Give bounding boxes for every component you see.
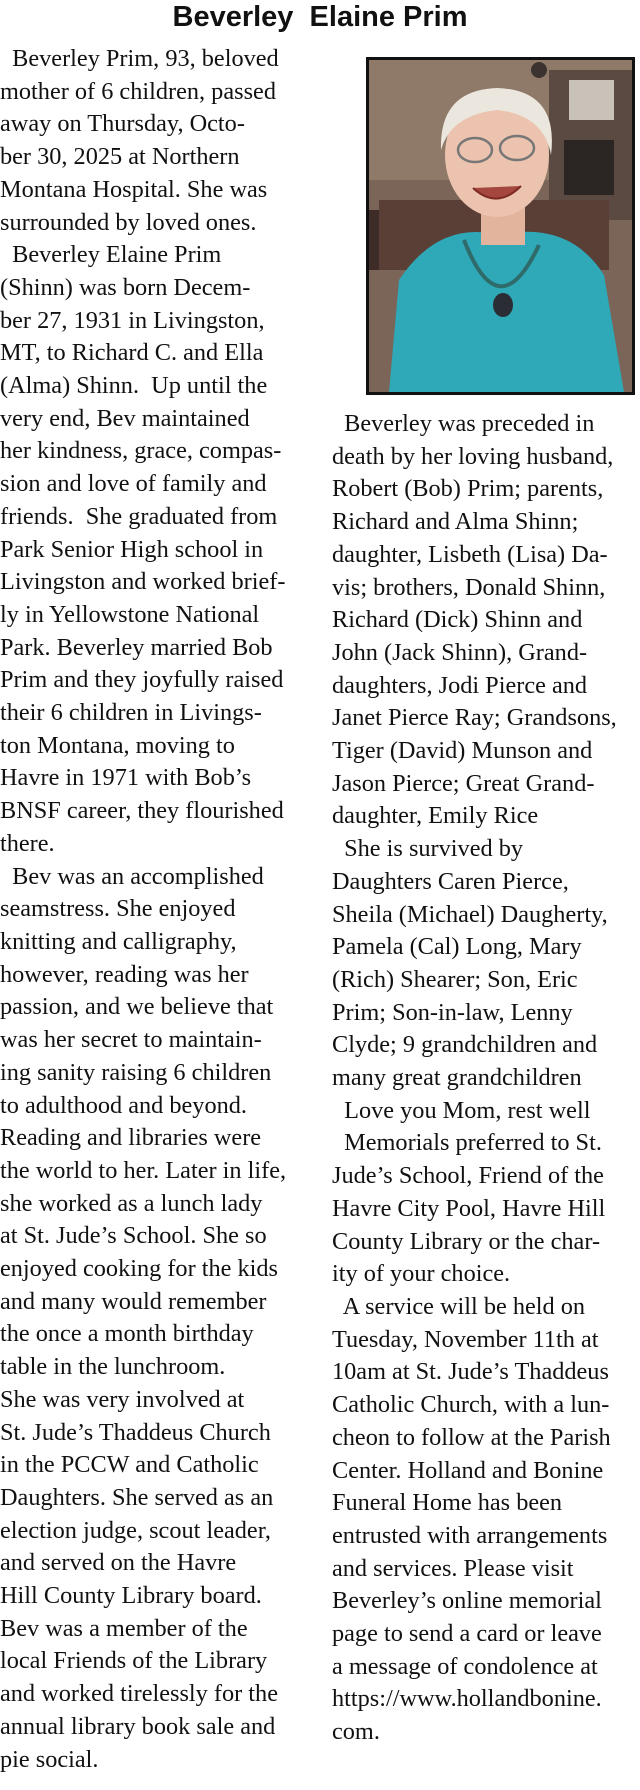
text-line: Montana Hospital. She was (0, 175, 268, 203)
text-line: com. (332, 1718, 380, 1746)
text-line: Prim; Son-in-law, Lenny (332, 998, 573, 1026)
text-line: John (Jack Shinn), Grand- (332, 638, 588, 666)
text-line: Beverley’s online memorial (332, 1587, 602, 1615)
text-line: ber 30, 2025 at Northern (0, 143, 240, 171)
paragraph (332, 1095, 640, 1128)
text-line: ton Montana, moving to (0, 731, 235, 759)
text-line: Prim and they joyfully raised (0, 666, 284, 694)
text-line: page to send a card or leave (332, 1620, 602, 1648)
text-line: Catholic Church, with a lun- (332, 1391, 610, 1419)
text-line: pie social. (0, 1745, 99, 1773)
text-line: their 6 children in Livings- (0, 699, 262, 727)
text-line: surrounded by loved ones. (0, 208, 257, 236)
text-line: Sheila (Michael) Daugherty, (332, 900, 608, 928)
text-line: daughters, Jodi Pierce and (332, 671, 588, 699)
text-line: Funeral Home has been (332, 1489, 563, 1517)
text-line: vis; brothers, Donald Shinn, (332, 573, 606, 601)
text-line: sion and love of family and (0, 470, 267, 498)
text-line: Beverley Elaine Prim (0, 241, 222, 269)
text-line: the once a month birthday (0, 1320, 254, 1348)
text-line: Beverley was preceded in (332, 410, 595, 437)
portrait-photo (366, 57, 635, 395)
text-line: in the PCCW and Catholic (0, 1451, 259, 1479)
text-line: and worked tirelessly for the (0, 1680, 278, 1708)
text-line: to adulthood and beyond. (0, 1091, 247, 1119)
text-line: Center. Holland and Bonine (332, 1456, 604, 1484)
text-line: Robert (Bob) Prim; parents, (332, 475, 604, 503)
text-line: Jason Pierce; Great Grand- (332, 769, 595, 797)
text-line: 10am at St. Jude’s Thaddeus (332, 1358, 609, 1386)
text-line: at St. Jude’s School. She so (0, 1222, 267, 1250)
text-line: St. Jude’s Thaddeus Church (0, 1418, 271, 1446)
text-line: death by her loving husband, (332, 442, 614, 470)
text-line: ity of your choice. (332, 1260, 511, 1288)
obituary-title: Beverley Elaine Prim (172, 1, 468, 33)
right-text-column (332, 408, 640, 1749)
text-line: Livingston and worked brief- (0, 568, 286, 596)
text-line: table in the lunchroom. (0, 1353, 226, 1381)
text-line: https://www.hollandbonine. (332, 1685, 602, 1713)
text-line: and services. Please visit (332, 1554, 574, 1582)
text-line: ing sanity raising 6 children (0, 1058, 272, 1086)
text-line: Reading and libraries were (0, 1124, 262, 1152)
text-line: local Friends of the Library (0, 1647, 268, 1675)
paragraph (332, 1127, 640, 1291)
text-line: Janet Pierce Ray; Grandsons, (332, 704, 617, 732)
portrait-photo-illustration (369, 60, 632, 392)
text-line: knitting and calligraphy, (0, 927, 237, 955)
text-line: annual library book sale and (0, 1712, 276, 1740)
text-line: Bev was an accomplished (0, 862, 264, 890)
text-line: a message of condolence at (332, 1652, 598, 1680)
paragraph (0, 861, 310, 1777)
text-line: passion, and we believe that (0, 993, 274, 1021)
text-line: and served on the Havre (0, 1549, 237, 1577)
text-line: Jude’s School, Friend of the (332, 1162, 604, 1190)
text-line: ber 27, 1931 in Livingston, (0, 306, 265, 334)
text-line: election judge, scout leader, (0, 1516, 271, 1544)
text-line: entrusted with arrangements (332, 1521, 608, 1549)
paragraph (332, 1291, 640, 1749)
text-line: (Rich) Shearer; Son, Eric (332, 965, 578, 993)
text-line: enjoyed cooking for the kids (0, 1255, 279, 1283)
text-line: daughter, Emily Rice (332, 802, 539, 830)
text-line: BNSF career, they flourished (0, 797, 284, 825)
text-line: away on Thursday, Octo- (0, 110, 245, 138)
text-line: Hill County Library board. (0, 1582, 262, 1610)
text-line: Memorials preferred to St. (332, 1129, 602, 1157)
paragraph (332, 408, 640, 833)
left-text-column (0, 43, 310, 1776)
paragraph (0, 239, 310, 860)
text-line: County Library or the char- (332, 1227, 601, 1255)
text-line: (Shinn) was born Decem- (0, 273, 251, 301)
text-line: the world to her. Later in life, (0, 1156, 287, 1184)
text-line: Clyde; 9 grandchildren and (332, 1031, 598, 1059)
paragraph (0, 43, 310, 239)
text-line: mother of 6 children, passed (0, 77, 276, 105)
text-line: daughter, Lisbeth (Lisa) Da- (332, 540, 608, 568)
text-line: very end, Bev maintained (0, 404, 250, 432)
text-line: there. (0, 829, 55, 857)
text-line: Richard (Dick) Shinn and (332, 606, 583, 634)
text-line: seamstress. She enjoyed (0, 895, 236, 923)
text-line: her kindness, grace, compas- (0, 437, 282, 465)
text-line: friends. She graduated from (0, 502, 278, 530)
text-line: She was very involved at (0, 1385, 245, 1413)
text-line: She is survived by (332, 835, 523, 863)
text-line: Park Senior High school in (0, 535, 264, 563)
text-line: she worked as a lunch lady (0, 1189, 263, 1217)
text-line: Park. Beverley married Bob (0, 633, 273, 661)
text-line: Richard and Alma Shinn; (332, 508, 579, 536)
text-line: Daughters Caren Pierce, (332, 867, 569, 895)
text-line: Tuesday, November 11th at (332, 1325, 599, 1353)
text-line: and many would remember (0, 1287, 267, 1315)
text-line: was her secret to maintain- (0, 1026, 262, 1054)
text-line: Beverley Prim, 93, beloved (0, 45, 279, 72)
text-line: many great grandchildren (332, 1064, 582, 1092)
text-line: Daughters. She served as an (0, 1483, 274, 1511)
text-line: Tiger (David) Munson and (332, 737, 593, 765)
text-line: Pamela (Cal) Long, Mary (332, 933, 582, 961)
text-line: Havre in 1971 with Bob’s (0, 764, 252, 792)
text-line: ly in Yellowstone National (0, 600, 260, 628)
paragraph (332, 833, 640, 1095)
text-line: however, reading was her (0, 960, 249, 988)
text-line: cheon to follow at the Parish (332, 1423, 611, 1451)
text-line: Love you Mom, rest well (332, 1096, 591, 1124)
text-line: MT, to Richard C. and Ella (0, 339, 264, 367)
text-line: Havre City Pool, Havre Hill (332, 1194, 606, 1222)
text-line: A service will be held on (332, 1292, 586, 1320)
text-line: Bev was a member of the (0, 1614, 248, 1642)
text-line: (Alma) Shinn. Up until the (0, 372, 268, 400)
